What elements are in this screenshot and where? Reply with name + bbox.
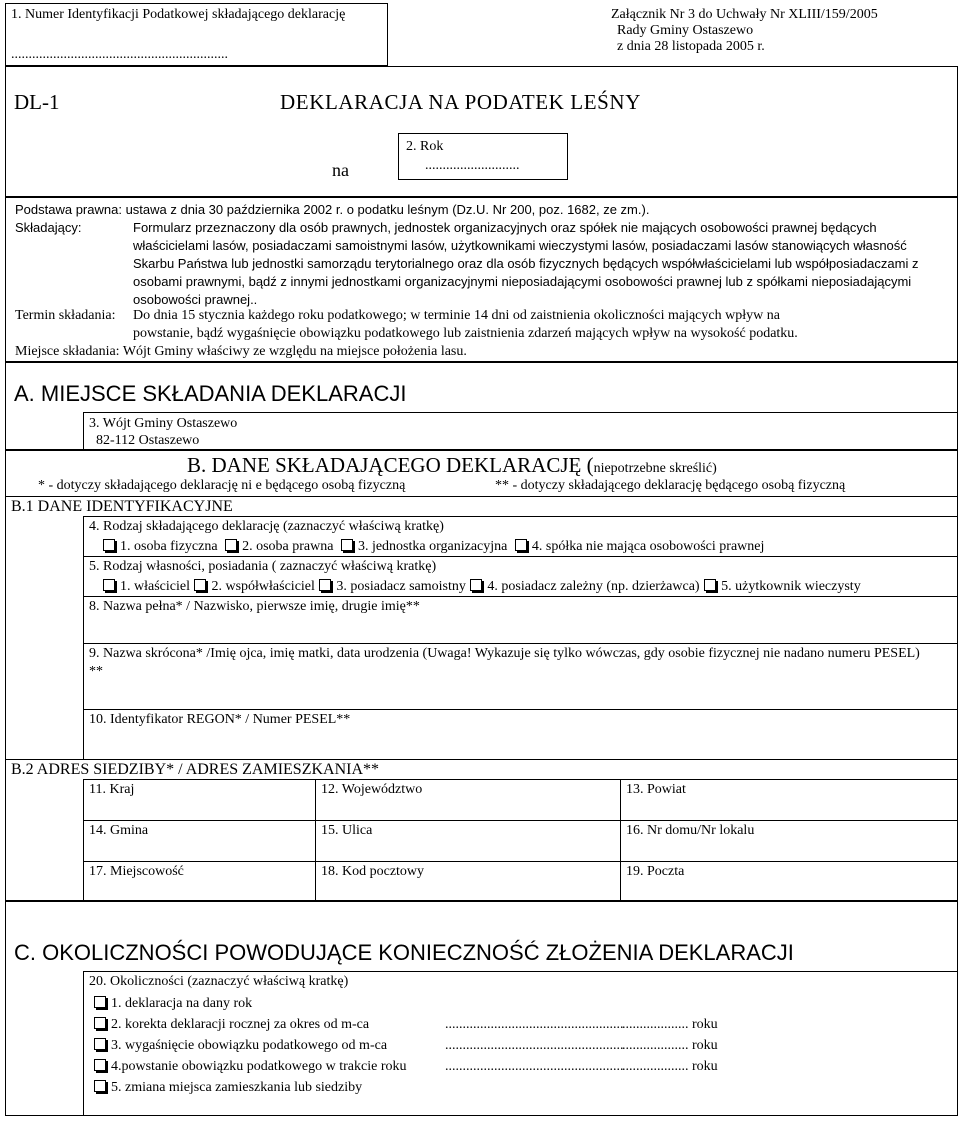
field-8-line <box>83 596 958 597</box>
option-2-year-field[interactable]: ................... roku <box>622 1017 718 1032</box>
b1-divider <box>5 496 958 497</box>
field-miejscowosc[interactable]: 17. Miejscowość <box>89 864 184 879</box>
option-posiadacz-zalezny[interactable]: 4. posiadacz zależny (np. dzierżawca) <box>487 579 700 594</box>
field-ulica[interactable]: 15. Ulica <box>321 823 373 838</box>
field-3-label: 3. Wójt Gminy Ostaszewo <box>89 416 238 431</box>
option-wlasciciel[interactable]: 1. właściciel <box>120 579 190 594</box>
filer-text: Formularz przeznaczony dla osób prawnych, jednostek organizacyjnych oraz spółek nie mających osobowości prawnej będących właścicielami lasów, posiadaczami samoistnymi lasów, użytkownikami wieczystymi lasów, posiadaczami lasów stanowiących własność Skarbu Państwa lub jednostki samorządu terytorialnego oraz dla osób fizycznych będących współwłaścicielami lub współposiadaczami z osobami prawnymi, bądź z innymi jednostkami organizacyjnymi nieposiadającymi osobowości prawnej lub z spółkami nieposiadającymi osobowości prawnej.. <box>133 220 919 307</box>
b1-title: B.1 DANE IDENTYFIKACYJNE <box>11 498 233 515</box>
checkbox-icon[interactable] <box>470 579 482 591</box>
checkbox-icon[interactable] <box>341 539 353 551</box>
deadline-label: Termin składania: <box>15 308 116 323</box>
nip-label: 1. Numer Identyfikacji Podatkowej składającego deklarację <box>11 7 346 22</box>
checkbox-icon[interactable] <box>103 539 115 551</box>
form-code: DL-1 <box>14 90 60 114</box>
year-field[interactable]: ........................... <box>425 158 520 173</box>
field-kod-pocztowy[interactable]: 18. Kod pocztowy <box>321 864 425 879</box>
b2-top-line <box>83 779 958 780</box>
circumstance-option-3[interactable] <box>94 1037 387 1054</box>
c-top-line <box>83 971 958 972</box>
option-osoba-fizyczna[interactable]: 1. osoba fizyczna <box>120 539 218 554</box>
option-label: 2. korekta deklaracji rocznej za okres od m-ca <box>111 1017 370 1032</box>
option-posiadacz-samoistny[interactable]: 3. posiadacz samoistny <box>336 579 466 594</box>
checkbox-icon[interactable] <box>94 1038 106 1050</box>
field-gmina[interactable]: 14. Gmina <box>89 823 149 838</box>
checkbox-icon[interactable] <box>94 1017 106 1029</box>
field-9-line <box>83 643 958 644</box>
field-4-options <box>103 538 764 555</box>
option-3-month-field[interactable]: ................................................... <box>445 1038 624 1053</box>
circumstance-option-2[interactable] <box>94 1016 369 1033</box>
form-title: DEKLARACJA NA PODATEK LEŚNY <box>280 90 641 114</box>
option-label: 3. wygaśnięcie obowiązku podatkowego od m-ca <box>111 1038 388 1053</box>
option-4-year-field[interactable]: ................... roku <box>622 1059 718 1074</box>
field-8-label[interactable]: 8. Nazwa pełna* / Nazwisko, pierwsze imię, drugie imię** <box>89 599 420 614</box>
checkbox-icon[interactable] <box>225 539 237 551</box>
field-powiat[interactable]: 13. Powiat <box>626 782 686 797</box>
checkbox-icon[interactable] <box>319 579 331 591</box>
field-5-line <box>83 556 958 557</box>
field-wojewodztwo[interactable]: 12. Województwo <box>321 782 423 797</box>
option-label: 4.powstanie obowiązku podatkowego w trakcie roku <box>111 1059 407 1074</box>
option-label: 5. zmiana miejsca zamieszkania lub siedziby <box>111 1080 363 1095</box>
section-b-title-main: B. DANE SKŁADAJĄCEGO DEKLARACJĘ ( <box>187 453 594 477</box>
field-nr-domu[interactable]: 16. Nr domu/Nr lokalu <box>626 823 755 838</box>
b2-col-line-1 <box>315 779 316 901</box>
field-5-options <box>103 578 861 595</box>
b1-top-line <box>83 516 958 517</box>
section-b-title-note: niepotrzebne skreślić) <box>593 461 717 476</box>
deadline-text-1: Do dnia 15 stycznia każdego roku podatkowego; w terminie 14 dni od zaistnienia okoliczności mających wpływ na <box>133 308 780 323</box>
attachment-line-2: Rady Gminy Ostaszewo <box>617 23 754 38</box>
field-9-label[interactable]: 9. Nazwa skrócona* /Imię ojca, imię matki, data urodzenia (Uwaga! Wykazuje się tylko wówczas, gdy osobie fizycznej nie nadano numeru PESEL) ** <box>89 646 920 679</box>
filer-label: Składający: <box>15 220 82 235</box>
field-3-value[interactable]: 82-112 Ostaszewo <box>96 433 200 448</box>
place-text: Miejsce składania: Wójt Gminy właściwy ze względu na miejsce położenia lasu. <box>15 344 467 359</box>
b2-left-line <box>83 779 84 901</box>
field-10-label[interactable]: 10. Identyfikator REGON* / Numer PESEL** <box>89 712 351 727</box>
checkbox-icon[interactable] <box>704 579 716 591</box>
checkbox-icon[interactable] <box>194 579 206 591</box>
note-2: ** - dotyczy składającego deklarację będącego osobą fizyczną <box>495 478 846 493</box>
b2-row-line-2 <box>83 861 958 862</box>
circumstance-option-1[interactable] <box>94 995 252 1012</box>
option-osoba-prawna[interactable]: 2. osoba prawna <box>242 539 334 554</box>
attachment-line-1: Załącznik Nr 3 do Uchwały Nr XLIII/159/2005 <box>611 7 878 22</box>
c-left-line <box>83 971 84 1116</box>
note-1: * - dotyczy składającego deklarację ni e będącego osobą fizyczną <box>38 478 406 493</box>
field-5-label: 5. Rodzaj własności, posiadania ( zaznaczyć właściwą kratkę) <box>89 559 437 574</box>
option-3-year-field[interactable]: ................... roku <box>622 1038 718 1053</box>
circumstance-option-5[interactable] <box>94 1079 362 1096</box>
b2-col-line-2 <box>620 779 621 901</box>
option-jednostka[interactable]: 3. jednostka organizacyjna <box>357 539 508 554</box>
legal-basis: Podstawa prawna: ustawa z dnia 30 października 2002 r. o podatku leśnym (Dz.U. Nr 200, poz. 1682, ze zm.). <box>15 202 650 217</box>
year-label: 2. Rok <box>406 139 444 154</box>
option-4-month-field[interactable]: ................................................... <box>445 1059 624 1074</box>
field-kraj[interactable]: 11. Kraj <box>89 782 135 797</box>
option-wspolwlasciciel[interactable]: 2. współwłaściciel <box>211 579 315 594</box>
option-uzytkownik-wieczysty[interactable]: 5. użytkownik wieczysty <box>721 579 861 594</box>
checkbox-icon[interactable] <box>515 539 527 551</box>
deadline-text-2: powstanie, bądź wygaśnięcie obowiązku podatkowego lub zaistnienia zdarzeń mających wpływ na wysokość podatku. <box>133 326 798 341</box>
checkbox-icon[interactable] <box>103 579 115 591</box>
field-20-label: 20. Okoliczności (zaznaczyć właściwą kratkę) <box>89 974 349 989</box>
field-poczta[interactable]: 19. Poczta <box>626 864 685 879</box>
field-10-line <box>83 709 958 710</box>
checkbox-icon[interactable] <box>94 1059 106 1071</box>
b2-row-line-1 <box>83 820 958 821</box>
nip-field[interactable]: .............................................................. <box>11 47 228 62</box>
b1-left-line <box>83 516 84 759</box>
field-4-label: 4. Rodzaj składającego deklarację (zaznaczyć właściwą kratkę) <box>89 519 444 534</box>
attachment-line-3: z dnia 28 listopada 2005 r. <box>617 39 765 54</box>
b2-divider <box>5 759 958 760</box>
option-label: 1. deklaracja na dany rok <box>111 996 253 1011</box>
checkbox-icon[interactable] <box>94 1080 106 1092</box>
na-label: na <box>332 160 349 180</box>
option-2-month-field[interactable]: ................................................... <box>445 1017 624 1032</box>
checkbox-icon[interactable] <box>94 996 106 1008</box>
section-a-title: A. MIEJSCE SKŁADANIA DEKLARACJI <box>14 381 407 406</box>
section-c-title: C. OKOLICZNOŚCI POWODUJĄCE KONIECZNOŚĆ ZŁOŻENIA DEKLARACJI <box>14 940 794 965</box>
option-spolka[interactable]: 4. spółka nie mająca osobowości prawnej <box>531 539 765 554</box>
circumstance-option-4[interactable] <box>94 1058 406 1075</box>
b2-title: B.2 ADRES SIEDZIBY* / ADRES ZAMIESZKANIA** <box>11 761 380 778</box>
